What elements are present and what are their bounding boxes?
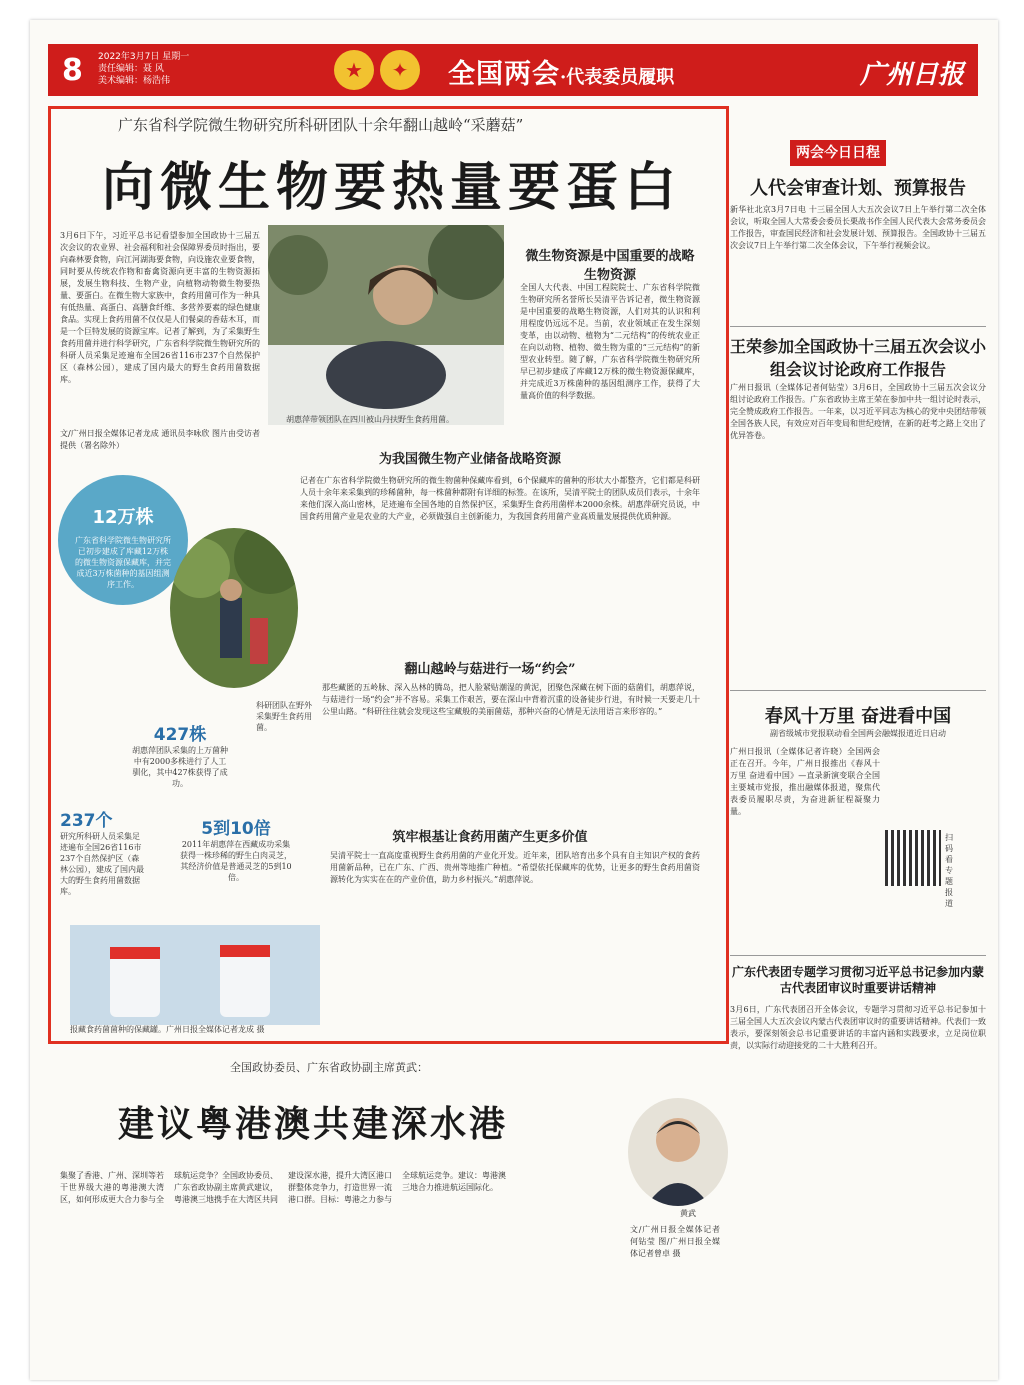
- photo-team-outdoor: [170, 528, 298, 688]
- stat4: [180, 814, 292, 883]
- right-headline-2: 王荣参加全国政协十三届五次会议小组会议讨论政府工作报告: [730, 337, 987, 379]
- sub4-heading: 筑牢根基让食药用菌产生更多价值: [392, 830, 588, 845]
- divider: [730, 326, 986, 327]
- stat1-text: 广东省科学院微生物研究所已初步建成了库藏12万株的微生物资源保藏库，并完成近3万株菌种的基因组测序工作。: [75, 536, 171, 589]
- stat3-text: 研究所科研人员采集足迹遍布全国26省116市237个自然保护区（森林公园），建成了国内最大的野生食药用菌数据库。: [60, 832, 144, 896]
- right-headline-1: 人代会审查计划、预算报告: [750, 178, 966, 199]
- photo2-caption: 科研团队在野外采集野生食药用菌。: [256, 701, 312, 732]
- stat2: [130, 720, 230, 789]
- masthead-meta: [98, 51, 208, 87]
- stat4-text: 2011年胡惠萍在西藏成功采集获得一株珍稀的野生白肉灵芝，其经济价值是普通灵芝的5到10倍。: [180, 840, 292, 882]
- portrait-photo: [628, 1098, 728, 1206]
- qr-code-icon[interactable]: [885, 830, 941, 886]
- bottom-kicker: 全国政协委员、广东省政协副主席黄武：: [230, 1061, 428, 1074]
- stat3: [60, 806, 146, 897]
- lead-title: 向微生物要热量要蛋白: [102, 157, 683, 218]
- divider: [730, 955, 986, 956]
- stat2-text: 胡惠萍团队采集的上万菌种中有2000多株进行了人工驯化，其中427株获得了成功。: [132, 746, 228, 788]
- right-text-3: 广州日报讯（全媒体记者许晓）全国两会正在召开。今年，广州日报推出《春风十万里 奋进看中国》—直录新演变联合全国主要城市党报，推出融媒体报道，聚焦代表委员履职尽责，为奋进新征程凝聚力量。: [730, 747, 880, 816]
- sub4-text: 吴清平院士一直高度重视野生食药用菌的产业化开发。近年来，团队培育出多个具有自主知识产权的食药用菌新品种，已在广东、广西、贵州等地推广种植。“希望依托保藏库的优势，让更多的野生食药用菌资源转化为实实在在的产业价值，助力乡村振兴。”胡惠萍说。: [330, 851, 700, 884]
- stat3-number: 237个: [60, 811, 113, 831]
- cppcc-emblem-icon: ✦: [380, 50, 420, 90]
- right-subhead-3: 副省级城市党报联动看全国两会融媒报道近日启动: [770, 729, 946, 738]
- newspaper-logo: 广州日报: [859, 60, 964, 90]
- divider: [730, 690, 986, 691]
- national-emblem-icon: ★: [334, 50, 374, 90]
- lead-kicker: 广东省科学院微生物研究所科研团队十余年翻山越岭“采蘑菇”: [118, 116, 524, 134]
- photo1-caption: 胡惠萍带领团队在四川被山丹扶野生食药用菌。: [286, 415, 454, 424]
- qr-label: 扫码看专题报道: [945, 833, 953, 908]
- bottom-title: 建议粤港澳共建深水港: [118, 1103, 509, 1145]
- sub1-heading: 微生物资源是中国重要的战略生物资源: [525, 249, 695, 283]
- right-text-2: 广州日报讯（全媒体记者何钻莹）3月6日，全国政协十三届五次会议分组讨论政府工作报告。广东省政协主席王荣在参加中共一组讨论时表示，完全赞成政府工作报告。一年来，以习近平同志为核心的党中央团结带领全国各族人民，有效应对百年变局和世纪疫情，在新的赶考之路上交出了优异答卷。: [730, 383, 986, 440]
- design-line: 美术编辑：杨浩伟: [98, 76, 171, 86]
- photo-researcher-forest: [268, 225, 504, 425]
- photo3-caption: 报藏食药菌菌种的保藏罐。广州日报全媒体记者龙成 摄: [70, 1025, 265, 1034]
- sub1-text: 全国人大代表、中国工程院院士、广东省科学院微生物研究所名誉所长吴清平告诉记者，微生物资源是中国重要的战略生物资源，人们对其的认识和利用程度仍远远不足。当前，农业领域正在发生深刻变革，由以动物、植物为“二元结构”的传统农业正在向以动物、植物、微生物为重的“三元结构”的新型农业转型。随了解，广东省科学院微生物研究所早已初步建成了库藏12万株的微生物资源保藏库，并完成近3万株菌种的基因组测序工作，获得了大量高价值的科学数据。: [520, 283, 700, 400]
- photo-culture-jars: [70, 925, 320, 1025]
- sub2-heading: 为我国微生物产业储备战略资源: [378, 452, 561, 467]
- bottom-text: 集聚了香港、广州、深圳等若干世界级大港的粤港澳大湾区，如何形成更大合力参与全球航运竞争？全国政协委员、广东省政协副主席黄武建议，粤港澳三地携手在大湾区共同建设深水港，提升大湾区港口群整体竞争力，打造世界一流港口群。目标：粤港之力参与全球航运竞争。建议：粤港澳三地合力推进航运国际化。: [60, 1171, 506, 1204]
- bottom-byline: 文/广州日报全媒体记者何钻莹 图/广州日报全媒体记者曾卓 摄: [630, 1225, 720, 1258]
- sub3-heading: 翻山越岭与菇进行一场“约会”: [404, 662, 576, 677]
- right-headline-3: 春风十万里 奋进看中国: [764, 706, 952, 727]
- masthead: [48, 44, 978, 96]
- schedule-badge: 两会今日日程: [790, 140, 886, 166]
- sub2-text: 记者在广东省科学院微生物研究所的微生物菌种保藏库看到，6个保藏库的菌种的形状大小都整齐，它们都是科研人员十余年来采集到的珍稀菌种，每一株菌种都附有详细的标签。在该所，吴清平院士的团队成员们表示，十余年来他们深入高山密林，足迹遍布全国各地的自然保护区，采集野生食药用菌样本2000余株。胡惠萍研究员说，中国食药用菌产业是农业的大产业，必须做强自主创新能力，为我国食药用菌产业高质量发展提供优质种源。: [300, 476, 700, 521]
- stat1-circle: [58, 475, 188, 605]
- stat1-number: 12万株: [92, 507, 154, 528]
- right-text-1: 新华社北京3月7日电 十三届全国人大五次会议7日上午举行第二次全体会议，听取全国人大常委会委员长栗战书作全国人民代表大会常务委员会工作报告，审查国民经济和社会发展计划、预算报告。全国政协十三届五次会议7日上午举行第二次全体会议，下午举行视频会议。: [730, 205, 986, 250]
- editor-line: 责任编辑：聂 风: [98, 64, 164, 74]
- stat2-number: 427株: [153, 725, 207, 745]
- sub3-text: 那些藏匿的五岭脉、深入丛林的腾岛，把人脸紧贴潮湿的黄泥，团聚色深藏在树下面的菇菌们，胡惠萍说，与菇进行一场“约会”并不容易。采集工作艰苦，要在深山中背着沉重的设备徒步行进，有时候一天要走几十公里山路。“科研往往就会发现这些宝藏般的美丽菌菇，那种兴奋的心情是无法用语言来形容的。”: [322, 683, 700, 716]
- right-text-4: 3月6日，广东代表团召开全体会议，专题学习贯彻习近平总书记参加十三届全国人大五次会议内蒙古代表团审议时的重要讲话精神。代表们一致表示，要深刻领会总书记重要讲话的丰富内涵和实践要求，立足岗位职责，以实际行动迎接党的二十大胜利召开。: [730, 1005, 986, 1050]
- lead-intro: 3月6日下午，习近平总书记看望参加全国政协十三届五次会议的农业界、社会福利和社会保障界委员时指出，要向森林要食物，向江河湖海要食物，向设施农业要食物，同时要从传统农作物和畜禽资源向更丰富的生物资源拓展，发展生物科技、生物产业，向植物动物微生物要热量、要蛋白。在微生物大家族中，食药用菌可作为一种具有低热量、高蛋白、高膳食纤维、多营养要素的绿色健康食品。实现上食药用菌不仅仅是人们餐桌的香菇木耳，而是一个巨特发展的资源宝库。记者了解到，为了采集野生食药用菌并进行科学研究，广东省科学院微生物研究所的科研人员采集足迹遍布全国26省116市237个自然保护区（森林公园），建成了国内最大的野生食药用菌数据库。: [60, 231, 260, 384]
- portrait-name: 黄武: [680, 1209, 696, 1218]
- right-headline-4: 广东代表团专题学习贯彻习近平总书记参加内蒙古代表团审议时重要讲话精神: [731, 965, 984, 995]
- stat4-number: 5到10倍: [201, 819, 271, 839]
- lead-byline: 文/广州日报全媒体记者龙成 通讯员李咏欣 图片由受访者提供（署名除外）: [60, 429, 260, 450]
- page-number: 8: [62, 53, 83, 88]
- section-title: 全国两会·代表委员履职: [448, 59, 675, 90]
- date-line: 2022年3月7日 星期一: [98, 52, 190, 62]
- newspaper-page: [30, 20, 998, 1380]
